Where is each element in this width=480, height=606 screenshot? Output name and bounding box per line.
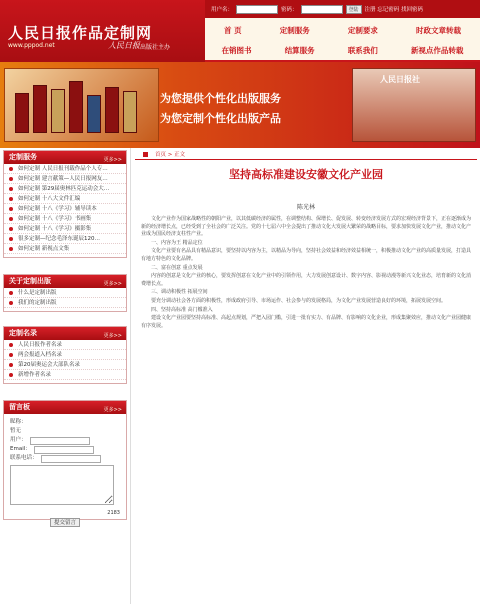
list-item[interactable]: 两会报道入档名录	[4, 350, 126, 360]
article-title: 坚持高标准建设安徽文化产业园	[229, 168, 383, 181]
user-row	[10, 436, 120, 445]
phone-row	[10, 454, 120, 463]
hero-banner	[0, 62, 480, 148]
sidebar	[0, 150, 130, 600]
list-item[interactable]: 我们的定制出版	[4, 298, 126, 308]
phone-label: 联系电话：	[10, 455, 38, 461]
section-header	[4, 151, 126, 164]
nickname-value: 暂无	[10, 428, 22, 434]
top-header	[0, 0, 480, 62]
list-item[interactable]: 如何定制 十八《学习》书画集	[4, 214, 126, 224]
username-input[interactable]	[236, 5, 278, 14]
main-content	[130, 148, 480, 604]
book-spine	[51, 89, 65, 133]
email-label: Email：	[10, 446, 31, 452]
nav-new-viewpoint[interactable]: 新视点作品转载	[410, 45, 464, 55]
list-item[interactable]: 如何定制 十八《学习》摄影集	[4, 224, 126, 234]
section-header	[4, 275, 126, 288]
section-header	[4, 327, 126, 340]
paragraph: 文化产业要有名品具有精品意识，要坚持以内容为主，以精品为导向，坚持社会效益和经济效益相统一，积极推动文化产业的高质量发展，打造具有地方特色的文化品牌。	[141, 248, 472, 262]
nav-custom-requirements[interactable]: 定制要求	[347, 25, 378, 35]
nav-row-2	[205, 40, 480, 60]
list-item[interactable]: 如何定制 新视点文集	[4, 244, 126, 254]
brand-sub: 出版社主办	[140, 44, 171, 51]
message-board-box	[3, 400, 127, 526]
email-row	[10, 445, 120, 454]
phone-input[interactable]	[41, 455, 101, 463]
book-spine	[33, 85, 47, 133]
logo-area[interactable]	[0, 0, 205, 62]
section-header	[4, 401, 126, 414]
more-link[interactable]: 更多>>	[103, 333, 122, 339]
nav-settlement[interactable]: 结算服务	[284, 45, 315, 55]
more-link[interactable]: 更多>>	[103, 407, 122, 413]
nav-home[interactable]: 首 页	[224, 25, 242, 35]
article-author: 陈光林	[296, 204, 315, 211]
books-image	[4, 68, 159, 142]
list-item[interactable]: 什么是定制出版	[4, 288, 126, 298]
message-textarea[interactable]	[10, 465, 114, 505]
paragraph: 一、内容为王 精品定位	[151, 239, 203, 246]
paragraph: 建设文化产业园要坚持高标准、高起点规划，严把入园门槛，引进一批有实力、有品牌、有影响的文化企业，形成集聚效应，推动文化产业园健康有序发展。	[141, 315, 472, 329]
directory-box	[3, 326, 127, 384]
paragraph: 三、调动积极性 拓展空间	[151, 289, 208, 296]
more-link[interactable]: 更多>>	[103, 157, 122, 163]
book-spine	[105, 87, 119, 133]
article-body	[141, 216, 471, 331]
list-item[interactable]: 如何定制 人民日报刊载作品个人专…	[4, 164, 126, 174]
nav-row-1	[205, 20, 480, 40]
book-spine	[123, 91, 137, 133]
more-link[interactable]: 更多>>	[103, 281, 122, 287]
list-item[interactable]: 第20届奥运会大部队名录	[4, 360, 126, 370]
password-label: 密码：	[281, 7, 298, 13]
site-logo-title: 人民日报作品定制网	[8, 24, 153, 42]
nav-custom-service[interactable]: 定制服务	[279, 25, 310, 35]
email-input[interactable]	[34, 446, 94, 454]
user-input[interactable]	[30, 437, 90, 445]
user-label: 用户：	[10, 437, 27, 443]
book-spine	[87, 95, 101, 133]
about-box	[3, 274, 127, 312]
book-spine	[69, 81, 83, 133]
nav-politics-reprint[interactable]: 时政文章转载	[415, 25, 461, 35]
book-spine	[15, 93, 29, 133]
paragraph: 要充分调动社会各方面的积极性，形成政府引导、市场运作、社会参与的发展格局，为文化产业发展营造良好的环境，拓展发展空间。	[151, 297, 447, 304]
username-label: 用户名：	[211, 7, 234, 13]
custom-service-box	[3, 150, 127, 258]
char-count: 2183	[107, 510, 120, 516]
nickname-label: 昵称：	[10, 419, 27, 425]
section-title: 关于定制出版	[9, 277, 51, 285]
paragraph: 文化产业作为国家战略性的朝阳产业，以其低碳经济的属性，在调整结构、保增长、促发展、转变经济发展方式的宏观经济背景下，正在逐渐成为新的经济增长点，已经受到了全社会的广泛关注。党的十七届六中全会提出了推动文化大发展大繁荣的战略目标，要求加快发展文化产业，推动文化产业成为国民经济支柱性产业。	[141, 216, 472, 238]
list-item[interactable]: 如何定制 建言献策—人民日报网友…	[4, 174, 126, 184]
banner-slogan-1: 为您提供个性化出版服务	[160, 92, 281, 105]
paragraph: 四、坚持高标准 高门槛准入	[151, 306, 213, 313]
list-item[interactable]: 如何定制 十八大文件汇编	[4, 194, 126, 204]
building-sign: 人民日报社	[380, 75, 420, 84]
login-bar	[205, 0, 480, 18]
nav-books-on-sale[interactable]: 在销图书	[221, 45, 252, 55]
banner-slogan-2: 为您定制个性化出版产品	[160, 112, 281, 125]
list-item[interactable]: 人民日报作者名录	[4, 340, 126, 350]
list-item[interactable]: 如何定制 十八《学习》辅导读本	[4, 204, 126, 214]
list-item[interactable]: 新增作者名录	[4, 370, 126, 380]
site-url: www.pppod.net	[8, 42, 55, 49]
list-item[interactable]: 如何定制 第29届奥林匹克运动会大…	[4, 184, 126, 194]
section-title: 定制服务	[9, 153, 37, 161]
paragraph: 二、富在创意 重点发展	[151, 264, 203, 271]
submit-message-button[interactable]: 提交留言	[50, 518, 80, 527]
nav-contact[interactable]: 联系我们	[347, 45, 378, 55]
password-input[interactable]	[301, 5, 343, 14]
section-title: 定制名录	[9, 329, 37, 337]
list-item[interactable]: 很多定制—纪念毛泽东诞辰120…	[4, 234, 126, 244]
paragraph: 内容的创意是文化产业的核心，要发挥创意在文化产业中的引领作用，大力发展创意设计、数字内容、影视动漫等新兴文化业态，培育新的文化消费增长点。	[141, 273, 472, 287]
brand-logo: 人民日报	[108, 41, 140, 50]
section-title: 留言板	[9, 403, 30, 411]
login-button[interactable]: 登陆	[346, 5, 362, 14]
account-links[interactable]: 注册 忘记密码 找回密码	[364, 7, 424, 13]
message-form	[4, 414, 126, 532]
main-nav	[205, 18, 480, 62]
breadcrumb[interactable]: 首页 > 正文	[135, 150, 477, 160]
